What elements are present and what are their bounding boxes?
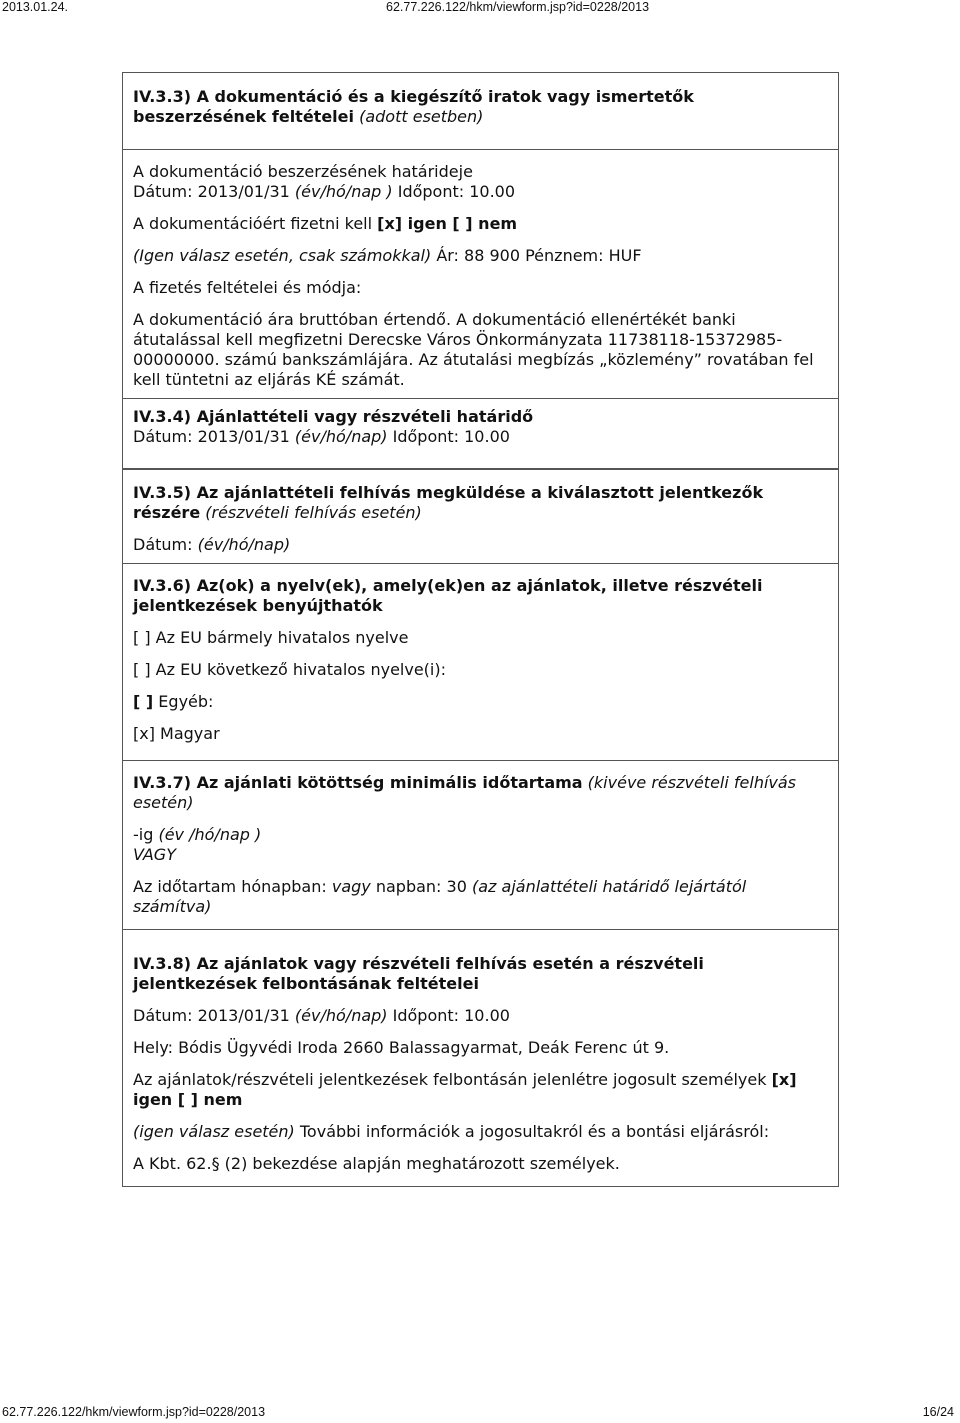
language-option-any-eu: [ ] Az EU bármely hivatalos nyelve <box>133 628 409 647</box>
section-iv-3-3-body <box>123 150 838 399</box>
section-iv-3-8 <box>123 930 838 1186</box>
opening-persons: Az ajánlatok/részvételi jelentkezések felbontásán jelenlétre jogosult személyek [x] igen [ ] nem <box>133 1070 797 1109</box>
section-iv-3-4 <box>123 399 838 469</box>
section-title: IV.3.3) A dokumentáció és a kiegészítő iratok vagy ismertetők beszerzésének feltételei <box>133 87 694 126</box>
notice-box-2 <box>122 468 839 1187</box>
section-iv-3-5 <box>123 469 838 564</box>
print-date: 2013.01.24. <box>2 0 69 14</box>
section-iv-3-7 <box>123 761 838 930</box>
payment-terms-text: A dokumentáció ára bruttóban értendő. A dokumentáció ellenértékét banki átutalással kell megfizetni Derecske Város Önkormányzata 11738118-15372985-00000000. számú bankszámlájára. Az átutalási megbízás „közlemény” rovatában fel kell tüntetni az eljárás KÉ számát. <box>133 310 814 389</box>
section-title: IV.3.8) Az ajánlatok vagy részvételi felhívás esetén a részvételi jelentkezések felbontásának feltételei <box>133 954 704 993</box>
opening-info-label: (igen válasz esetén) További információk a jogosultakról és a bontási eljárásról: <box>133 1122 770 1141</box>
section-title: IV.3.6) Az(ok) a nyelv(ek), amely(ek)en az ajánlatok, illetve részvételi jelentkezések benyújthatók <box>133 576 763 615</box>
notice-box-1 <box>122 72 839 470</box>
deadline-date: Dátum: 2013/01/31 (év/hó/nap ) Időpont: 10.00 <box>133 182 516 201</box>
section-title: IV.3.4) Ajánlattételi vagy részvételi határidő <box>133 407 534 426</box>
page-number: 16/24 <box>922 1405 954 1419</box>
language-option-eu-following: [ ] Az EU következő hivatalos nyelve(i): <box>133 660 446 679</box>
binding-duration: Az időtartam hónapban: vagy napban: 30 (az ajánlattételi határidő lejártától számítva) <box>133 877 747 916</box>
invite-date: Dátum: (év/hó/nap) <box>133 535 291 554</box>
opening-date: Dátum: 2013/01/31 (év/hó/nap) Időpont: 10.00 <box>133 1006 510 1025</box>
section-title-note: (adott esetben) <box>359 107 484 126</box>
language-option-hungarian: [x] Magyar <box>133 724 220 743</box>
section-iv-3-6 <box>123 564 838 761</box>
print-header <box>0 0 960 18</box>
deadline-label: A dokumentáció beszerzésének határideje <box>133 162 473 181</box>
section-title-note: (részvételi felhívás esetén) <box>205 503 422 522</box>
section-title: IV.3.5) Az ajánlattételi felhívás megküldése a kiválasztott jelentkezők részére <box>133 483 764 522</box>
payment-terms-label: A fizetés feltételei és módja: <box>133 278 362 297</box>
section-title-note: (kivéve részvételi felhívás esetén) <box>133 773 797 812</box>
payment-required: A dokumentációért fizetni kell [x] igen [ ] nem <box>133 214 518 233</box>
print-footer <box>0 1405 960 1423</box>
footer-url: 62.77.226.122/hkm/viewform.jsp?id=0228/2013 <box>2 1405 266 1419</box>
binding-or: VAGY <box>133 845 176 864</box>
price-line: (Igen válasz esetén, csak számokkal) Ár: 88 900 Pénznem: HUF <box>133 246 642 265</box>
section-title: IV.3.7) Az ajánlati kötöttség minimális időtartama <box>133 773 583 792</box>
opening-info-text: A Kbt. 62.§ (2) bekezdése alapján meghatározott személyek. <box>133 1154 620 1173</box>
binding-until: -ig (év /hó/nap ) <box>133 825 262 844</box>
submission-date: Dátum: 2013/01/31 (év/hó/nap) Időpont: 10.00 <box>133 427 510 446</box>
language-option-other: [ ] Egyéb: <box>133 692 214 711</box>
opening-place: Hely: Bódis Ügyvédi Iroda 2660 Balassagyarmat, Deák Ferenc út 9. <box>133 1038 670 1057</box>
print-url: 62.77.226.122/hkm/viewform.jsp?id=0228/2013 <box>386 0 650 14</box>
section-iv-3-3-heading <box>123 73 838 150</box>
